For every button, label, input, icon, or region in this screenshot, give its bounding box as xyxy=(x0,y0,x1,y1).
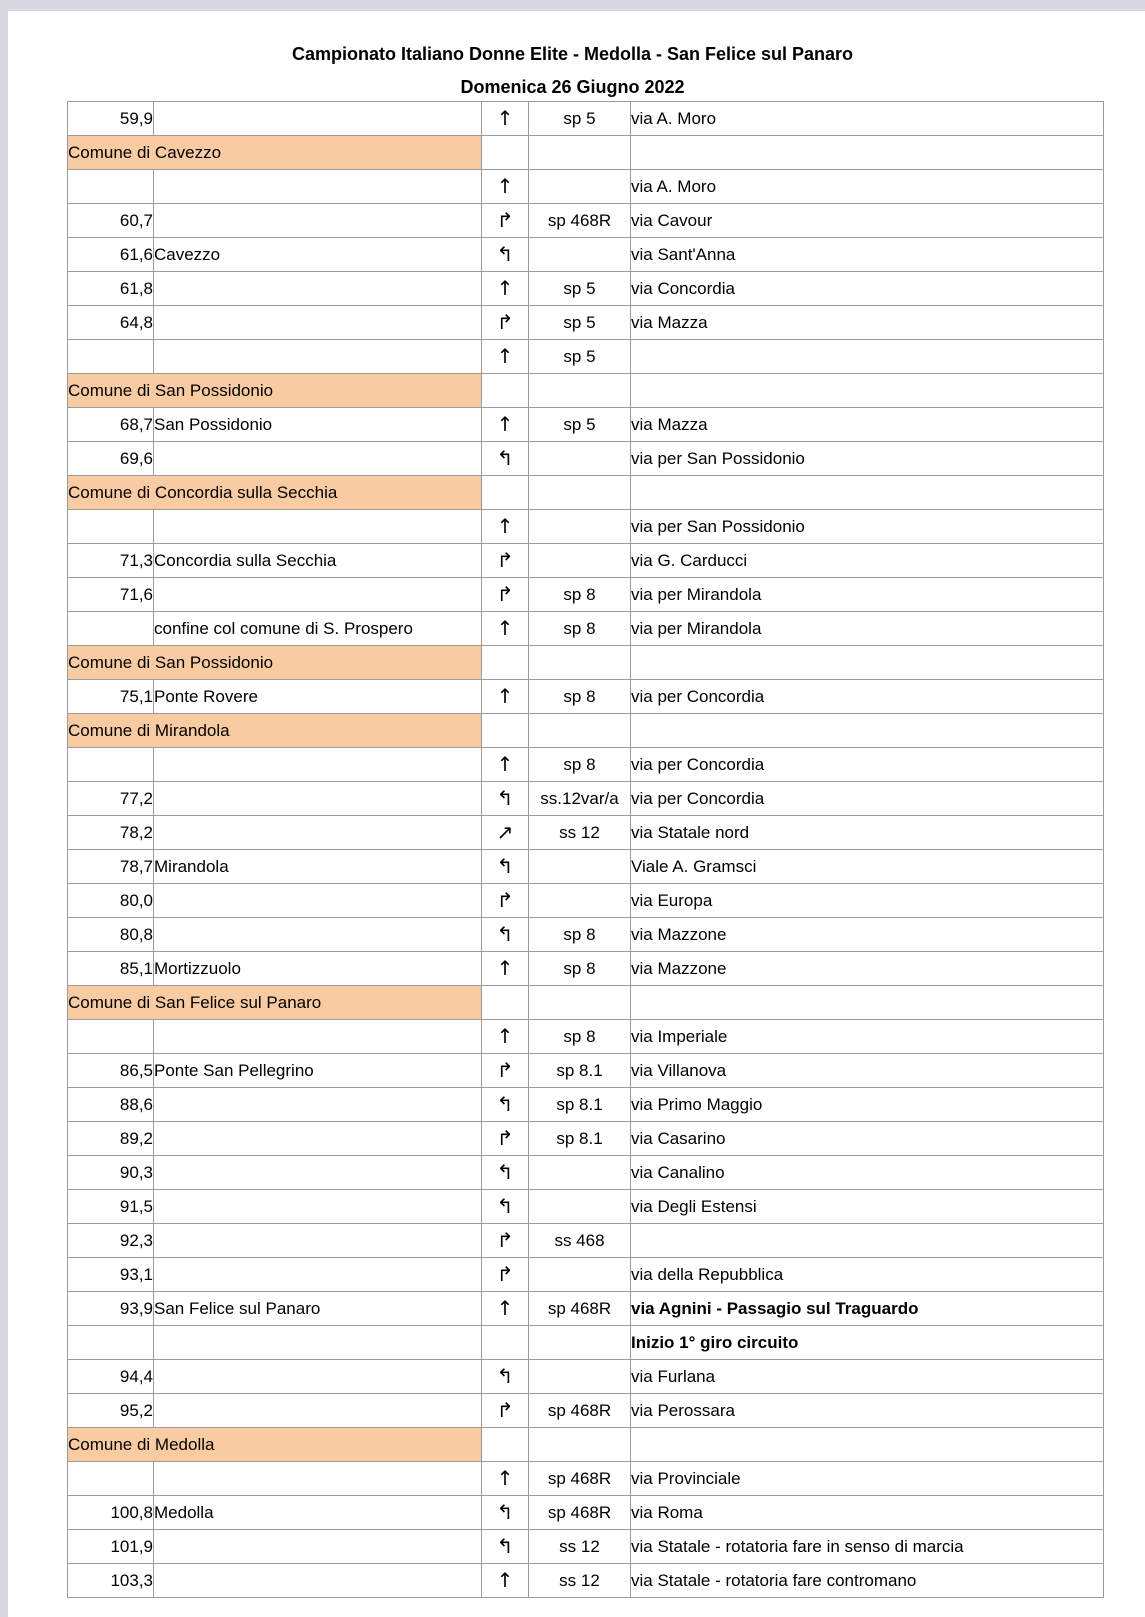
street-cell: via Perossara xyxy=(631,1394,1104,1428)
direction-cell xyxy=(482,408,529,442)
street-cell: via Sant'Anna xyxy=(631,238,1104,272)
place-name-cell xyxy=(154,782,482,816)
place-name-cell xyxy=(154,1462,482,1496)
direction-cell xyxy=(482,1224,529,1258)
place-name-cell xyxy=(154,884,482,918)
place-name-cell xyxy=(154,1224,482,1258)
street-cell xyxy=(631,340,1104,374)
straight-arrow-icon: ↑ xyxy=(496,1567,514,1592)
km-cell: 103,3 xyxy=(68,1564,154,1598)
km-cell: 100,8 xyxy=(68,1496,154,1530)
road-number-cell xyxy=(529,238,631,272)
street-cell: via Casarino xyxy=(631,1122,1104,1156)
road-number-cell xyxy=(529,170,631,204)
street-cell: via della Repubblica xyxy=(631,1258,1104,1292)
route-row xyxy=(68,918,1104,952)
direction-cell xyxy=(482,1088,529,1122)
direction-cell xyxy=(482,748,529,782)
street-cell: via Roma xyxy=(631,1496,1104,1530)
empty-cell xyxy=(482,714,529,748)
km-cell: 71,6 xyxy=(68,578,154,612)
route-row xyxy=(68,1020,1104,1054)
street-cell: via Mazzone xyxy=(631,918,1104,952)
empty-cell xyxy=(482,476,529,510)
road-number-cell: sp 8 xyxy=(529,952,631,986)
km-cell: 78,7 xyxy=(68,850,154,884)
straight-arrow-icon: ↑ xyxy=(496,683,514,708)
road-number-cell xyxy=(529,442,631,476)
straight-arrow-icon: ↑ xyxy=(496,1295,514,1320)
road-number-cell: sp 5 xyxy=(529,272,631,306)
street-cell: via per Concordia xyxy=(631,680,1104,714)
empty-cell xyxy=(482,1428,529,1462)
route-row xyxy=(68,1292,1104,1326)
empty-cell xyxy=(529,374,631,408)
km-cell: 94,4 xyxy=(68,1360,154,1394)
straight-arrow-icon: ↑ xyxy=(496,411,514,436)
direction-cell xyxy=(482,782,529,816)
street-cell: via Cavour xyxy=(631,204,1104,238)
road-number-cell: sp 8 xyxy=(529,612,631,646)
km-cell: 95,2 xyxy=(68,1394,154,1428)
place-name-cell xyxy=(154,1122,482,1156)
route-row xyxy=(68,1326,1104,1360)
place-name-cell xyxy=(154,170,482,204)
place-name-cell: Ponte San Pellegrino xyxy=(154,1054,482,1088)
turn-left-arrow-icon: ↰ xyxy=(496,1499,514,1524)
direction-cell xyxy=(482,1054,529,1088)
direction-cell xyxy=(482,1258,529,1292)
km-cell: 80,0 xyxy=(68,884,154,918)
direction-cell xyxy=(482,1394,529,1428)
route-row xyxy=(68,1190,1104,1224)
street-cell: via Imperiale xyxy=(631,1020,1104,1054)
road-number-cell: sp 468R xyxy=(529,1394,631,1428)
direction-cell xyxy=(482,1020,529,1054)
street-cell: via Primo Maggio xyxy=(631,1088,1104,1122)
place-name-cell xyxy=(154,918,482,952)
route-row xyxy=(68,204,1104,238)
straight-arrow-icon: ↑ xyxy=(496,615,514,640)
direction-cell xyxy=(482,1292,529,1326)
km-cell xyxy=(68,170,154,204)
page-subtitle: Domenica 26 Giugno 2022 xyxy=(460,77,685,97)
section-row xyxy=(68,136,1104,170)
turn-right-arrow-icon: ↱ xyxy=(496,1397,514,1422)
direction-cell xyxy=(482,272,529,306)
road-number-cell: sp 468R xyxy=(529,1496,631,1530)
straight-arrow-icon: ↑ xyxy=(496,513,514,538)
place-name-cell: Concordia sulla Secchia xyxy=(154,544,482,578)
street-cell: via Concordia xyxy=(631,272,1104,306)
km-cell: 93,1 xyxy=(68,1258,154,1292)
route-row xyxy=(68,238,1104,272)
direction-cell xyxy=(482,102,529,136)
km-cell xyxy=(68,510,154,544)
place-name-cell xyxy=(154,1156,482,1190)
route-row xyxy=(68,272,1104,306)
direction-cell xyxy=(482,1496,529,1530)
empty-cell xyxy=(529,136,631,170)
km-cell: 75,1 xyxy=(68,680,154,714)
direction-cell xyxy=(482,1122,529,1156)
street-cell: via per San Possidonio xyxy=(631,442,1104,476)
street-cell: via Mazza xyxy=(631,408,1104,442)
street-cell: via per San Possidonio xyxy=(631,510,1104,544)
km-cell: 88,6 xyxy=(68,1088,154,1122)
route-row xyxy=(68,884,1104,918)
turn-right-arrow-icon: ↱ xyxy=(496,1057,514,1082)
empty-cell xyxy=(482,646,529,680)
turn-left-arrow-icon: ↰ xyxy=(496,853,514,878)
turn-left-arrow-icon: ↰ xyxy=(496,785,514,810)
straight-arrow-icon: ↑ xyxy=(496,105,514,130)
route-row xyxy=(68,1224,1104,1258)
place-name-cell xyxy=(154,340,482,374)
km-cell: 80,8 xyxy=(68,918,154,952)
turn-left-arrow-icon: ↰ xyxy=(496,1193,514,1218)
km-cell: 92,3 xyxy=(68,1224,154,1258)
section-label: Comune di Concordia sulla Secchia xyxy=(68,476,482,510)
empty-cell xyxy=(631,986,1104,1020)
road-number-cell: sp 468R xyxy=(529,1462,631,1496)
km-cell xyxy=(68,748,154,782)
place-name-cell xyxy=(154,1530,482,1564)
straight-arrow-icon: ↑ xyxy=(496,751,514,776)
place-name-cell xyxy=(154,510,482,544)
road-number-cell: sp 5 xyxy=(529,340,631,374)
km-cell: 89,2 xyxy=(68,1122,154,1156)
direction-cell xyxy=(482,884,529,918)
straight-arrow-icon: ↑ xyxy=(496,1023,514,1048)
km-cell xyxy=(68,340,154,374)
route-row xyxy=(68,340,1104,374)
route-row xyxy=(68,544,1104,578)
road-number-cell: sp 8 xyxy=(529,680,631,714)
km-cell: 61,6 xyxy=(68,238,154,272)
km-cell: 93,9 xyxy=(68,1292,154,1326)
route-row xyxy=(68,1156,1104,1190)
empty-cell xyxy=(631,374,1104,408)
route-row xyxy=(68,782,1104,816)
section-row xyxy=(68,374,1104,408)
km-cell: 91,5 xyxy=(68,1190,154,1224)
route-row xyxy=(68,1496,1104,1530)
place-name-cell xyxy=(154,442,482,476)
place-name-cell xyxy=(154,1020,482,1054)
route-row xyxy=(68,850,1104,884)
road-number-cell: sp 5 xyxy=(529,408,631,442)
route-row xyxy=(68,816,1104,850)
place-name-cell xyxy=(154,1394,482,1428)
route-row xyxy=(68,578,1104,612)
straight-arrow-icon: ↑ xyxy=(496,955,514,980)
direction-cell xyxy=(482,612,529,646)
place-name-cell: Ponte Rovere xyxy=(154,680,482,714)
direction-cell xyxy=(482,1190,529,1224)
road-number-cell: ss 12 xyxy=(529,1530,631,1564)
km-cell: 86,5 xyxy=(68,1054,154,1088)
direction-cell xyxy=(482,1156,529,1190)
empty-cell xyxy=(631,476,1104,510)
straight-arrow-icon: ↑ xyxy=(496,1465,514,1490)
place-name-cell: Cavezzo xyxy=(154,238,482,272)
road-number-cell: ss.12var/a xyxy=(529,782,631,816)
place-name-cell xyxy=(154,1326,482,1360)
km-cell: 85,1 xyxy=(68,952,154,986)
empty-cell xyxy=(482,374,529,408)
km-cell: 60,7 xyxy=(68,204,154,238)
route-row xyxy=(68,612,1104,646)
road-number-cell xyxy=(529,1190,631,1224)
empty-cell xyxy=(529,1428,631,1462)
place-name-cell xyxy=(154,1564,482,1598)
turn-left-arrow-icon: ↰ xyxy=(496,1159,514,1184)
place-name-cell: San Possidonio xyxy=(154,408,482,442)
route-row xyxy=(68,748,1104,782)
street-cell: via Degli Estensi xyxy=(631,1190,1104,1224)
road-number-cell: ss 12 xyxy=(529,816,631,850)
empty-cell xyxy=(482,136,529,170)
street-cell: via per Concordia xyxy=(631,748,1104,782)
route-row xyxy=(68,306,1104,340)
street-cell xyxy=(631,1224,1104,1258)
section-label: Comune di San Possidonio xyxy=(68,646,482,680)
route-row xyxy=(68,1054,1104,1088)
street-cell: via Europa xyxy=(631,884,1104,918)
place-name-cell xyxy=(154,306,482,340)
place-name-cell xyxy=(154,578,482,612)
street-cell: Viale A. Gramsci xyxy=(631,850,1104,884)
place-name-cell: Mortizzuolo xyxy=(154,952,482,986)
turn-left-arrow-icon: ↰ xyxy=(496,921,514,946)
section-row xyxy=(68,476,1104,510)
route-row xyxy=(68,1394,1104,1428)
street-cell: via per Mirandola xyxy=(631,612,1104,646)
road-number-cell xyxy=(529,1156,631,1190)
street-cell: via A. Moro xyxy=(631,170,1104,204)
route-row xyxy=(68,1564,1104,1598)
km-cell: 78,2 xyxy=(68,816,154,850)
km-cell: 77,2 xyxy=(68,782,154,816)
route-row xyxy=(68,680,1104,714)
place-name-cell: Medolla xyxy=(154,1496,482,1530)
direction-cell xyxy=(482,850,529,884)
turn-right-arrow-icon: ↱ xyxy=(496,1125,514,1150)
km-cell xyxy=(68,1462,154,1496)
direction-cell xyxy=(482,1530,529,1564)
street-cell: via Villanova xyxy=(631,1054,1104,1088)
turn-left-arrow-icon: ↰ xyxy=(496,241,514,266)
km-cell: 61,8 xyxy=(68,272,154,306)
street-cell: via Mazzone xyxy=(631,952,1104,986)
direction-cell xyxy=(482,306,529,340)
street-cell: via Statale - rotatoria fare in senso di marcia xyxy=(631,1530,1104,1564)
direction-cell xyxy=(482,170,529,204)
road-number-cell: sp 5 xyxy=(529,102,631,136)
direction-cell xyxy=(482,1326,529,1360)
km-cell: 90,3 xyxy=(68,1156,154,1190)
place-name-cell: Mirandola xyxy=(154,850,482,884)
section-label: Comune di San Felice sul Panaro xyxy=(68,986,482,1020)
empty-cell xyxy=(529,986,631,1020)
empty-cell xyxy=(529,646,631,680)
street-cell: via Mazza xyxy=(631,306,1104,340)
section-row xyxy=(68,646,1104,680)
place-name-cell xyxy=(154,1258,482,1292)
street-cell: via Furlana xyxy=(631,1360,1104,1394)
street-cell: via per Mirandola xyxy=(631,578,1104,612)
bear-right-arrow-icon: ↗ xyxy=(496,819,514,844)
turn-left-arrow-icon: ↰ xyxy=(496,1533,514,1558)
turn-right-arrow-icon: ↱ xyxy=(496,1261,514,1286)
empty-cell xyxy=(631,714,1104,748)
direction-cell xyxy=(482,1564,529,1598)
direction-cell xyxy=(482,238,529,272)
section-label: Comune di Mirandola xyxy=(68,714,482,748)
empty-cell xyxy=(631,646,1104,680)
direction-cell xyxy=(482,544,529,578)
road-number-cell: sp 8 xyxy=(529,1020,631,1054)
turn-right-arrow-icon: ↱ xyxy=(496,309,514,334)
route-row xyxy=(68,170,1104,204)
turn-right-arrow-icon: ↱ xyxy=(496,581,514,606)
direction-cell xyxy=(482,1360,529,1394)
road-number-cell xyxy=(529,1326,631,1360)
road-number-cell xyxy=(529,1258,631,1292)
road-number-cell xyxy=(529,850,631,884)
street-cell: via Provinciale xyxy=(631,1462,1104,1496)
road-number-cell: sp 8 xyxy=(529,748,631,782)
road-number-cell xyxy=(529,544,631,578)
route-row xyxy=(68,1360,1104,1394)
road-number-cell: sp 8 xyxy=(529,918,631,952)
route-row xyxy=(68,408,1104,442)
street-cell: via Statale nord xyxy=(631,816,1104,850)
street-cell: via per Concordia xyxy=(631,782,1104,816)
road-number-cell: sp 8 xyxy=(529,578,631,612)
turn-right-arrow-icon: ↱ xyxy=(496,547,514,572)
place-name-cell xyxy=(154,1088,482,1122)
roadbook-table xyxy=(67,101,1104,1598)
empty-cell xyxy=(529,714,631,748)
road-number-cell: sp 8.1 xyxy=(529,1088,631,1122)
road-number-cell: sp 5 xyxy=(529,306,631,340)
turn-left-arrow-icon: ↰ xyxy=(496,445,514,470)
road-number-cell: sp 8.1 xyxy=(529,1122,631,1156)
turn-right-arrow-icon: ↱ xyxy=(496,887,514,912)
route-row xyxy=(68,1462,1104,1496)
direction-cell xyxy=(482,1462,529,1496)
direction-cell xyxy=(482,816,529,850)
empty-cell xyxy=(631,1428,1104,1462)
place-name-cell xyxy=(154,204,482,238)
road-number-cell: sp 8.1 xyxy=(529,1054,631,1088)
direction-cell xyxy=(482,918,529,952)
street-cell: via Agnini - Passagio sul Traguardo xyxy=(631,1292,1104,1326)
place-name-cell xyxy=(154,272,482,306)
page-edge-left xyxy=(0,0,8,1617)
place-name-cell xyxy=(154,1360,482,1394)
route-row xyxy=(68,1088,1104,1122)
direction-cell xyxy=(482,680,529,714)
place-name-cell xyxy=(154,748,482,782)
route-row xyxy=(68,442,1104,476)
page-title: Campionato Italiano Donne Elite - Medolla - San Felice sul Panaro xyxy=(291,44,854,64)
street-cell: via Statale - rotatoria fare contromano xyxy=(631,1564,1104,1598)
place-name-cell xyxy=(154,102,482,136)
km-cell: 69,6 xyxy=(68,442,154,476)
km-cell xyxy=(68,612,154,646)
place-name-cell: San Felice sul Panaro xyxy=(154,1292,482,1326)
page-edge-top xyxy=(0,0,1145,11)
straight-arrow-icon: ↑ xyxy=(496,173,514,198)
street-cell: Inizio 1° giro circuito xyxy=(631,1326,1104,1360)
km-cell: 71,3 xyxy=(68,544,154,578)
road-number-cell: ss 468 xyxy=(529,1224,631,1258)
direction-cell xyxy=(482,204,529,238)
km-cell xyxy=(68,1020,154,1054)
km-cell: 59,9 xyxy=(68,102,154,136)
section-row xyxy=(68,714,1104,748)
road-number-cell: sp 468R xyxy=(529,204,631,238)
section-row xyxy=(68,1428,1104,1462)
turn-right-arrow-icon: ↱ xyxy=(496,1227,514,1252)
route-row xyxy=(68,952,1104,986)
route-row xyxy=(68,510,1104,544)
road-number-cell: sp 468R xyxy=(529,1292,631,1326)
place-name-cell: confine col comune di S. Prospero xyxy=(154,612,482,646)
km-cell xyxy=(68,1326,154,1360)
section-label: Comune di San Possidonio xyxy=(68,374,482,408)
street-cell: via G. Carducci xyxy=(631,544,1104,578)
direction-cell xyxy=(482,952,529,986)
place-name-cell xyxy=(154,816,482,850)
empty-cell xyxy=(631,136,1104,170)
direction-cell xyxy=(482,510,529,544)
turn-left-arrow-icon: ↰ xyxy=(496,1363,514,1388)
empty-cell xyxy=(482,986,529,1020)
direction-cell xyxy=(482,340,529,374)
direction-cell xyxy=(482,578,529,612)
section-row xyxy=(68,986,1104,1020)
direction-cell xyxy=(482,442,529,476)
km-cell: 101,9 xyxy=(68,1530,154,1564)
road-number-cell xyxy=(529,510,631,544)
route-row xyxy=(68,1122,1104,1156)
route-row xyxy=(68,1530,1104,1564)
route-row xyxy=(68,1258,1104,1292)
section-label: Comune di Medolla xyxy=(68,1428,482,1462)
place-name-cell xyxy=(154,1190,482,1224)
road-number-cell xyxy=(529,1360,631,1394)
straight-arrow-icon: ↑ xyxy=(496,343,514,368)
street-cell: via Canalino xyxy=(631,1156,1104,1190)
turn-left-arrow-icon: ↰ xyxy=(496,1091,514,1116)
road-number-cell: ss 12 xyxy=(529,1564,631,1598)
km-cell: 68,7 xyxy=(68,408,154,442)
km-cell: 64,8 xyxy=(68,306,154,340)
road-number-cell xyxy=(529,884,631,918)
empty-cell xyxy=(529,476,631,510)
turn-right-arrow-icon: ↱ xyxy=(496,207,514,232)
street-cell: via A. Moro xyxy=(631,102,1104,136)
route-row xyxy=(68,102,1104,136)
section-label: Comune di Cavezzo xyxy=(68,136,482,170)
straight-arrow-icon: ↑ xyxy=(496,275,514,300)
